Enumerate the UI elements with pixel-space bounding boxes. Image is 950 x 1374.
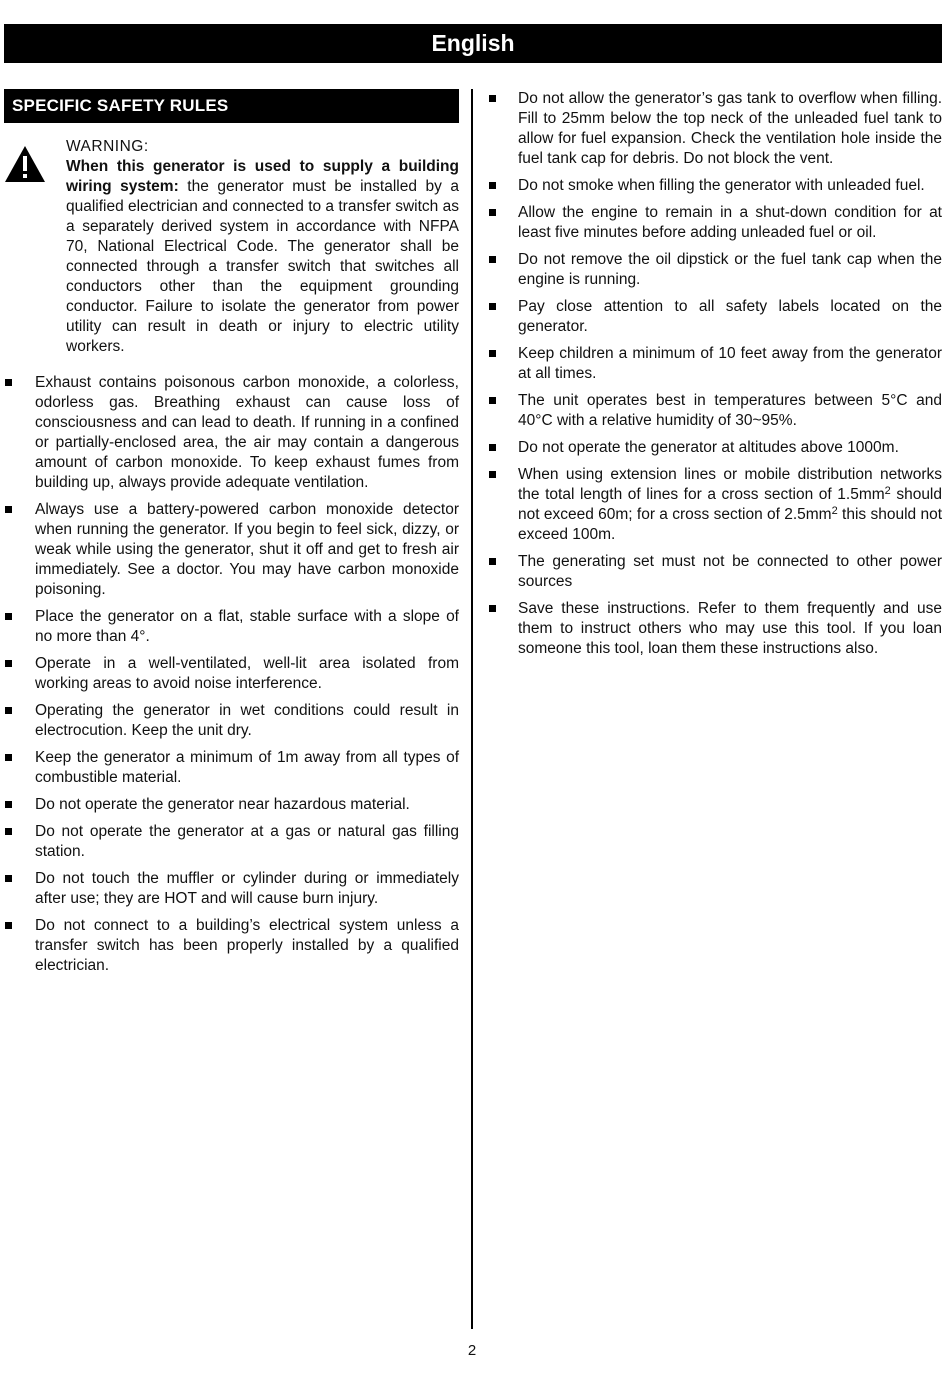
extension-text-2: should not exceed 60m; for a cross section of 2.5mm: [518, 486, 943, 523]
list-item: Do not operate the generator at altitudes above 1000m.: [488, 438, 942, 458]
list-item: Save these instructions. Refer to them frequently and use them to instruct others who may use this tool. If you loan someone this tool, loan them these instructions also.: [488, 599, 942, 659]
right-column: [488, 89, 942, 666]
language-label: English: [431, 30, 515, 56]
warning-title: WARNING:: [66, 138, 149, 155]
list-item: Do not operate the generator near hazardous material.: [4, 795, 459, 815]
warning-block: [4, 137, 459, 357]
extension-sup-1: 2: [884, 485, 891, 497]
list-item: Do not smoke when filling the generator with unleaded fuel.: [488, 176, 942, 196]
warning-triangle-icon: [4, 145, 46, 183]
language-header: [4, 24, 942, 63]
extension-text-1: When using extension lines or mobile distribution networks the total length of lines for a cross section of 1.5mm: [518, 466, 942, 503]
extension-text-3: this should not exceed 100m.: [518, 506, 943, 543]
section-title: SPECIFIC SAFETY RULES: [4, 89, 459, 123]
list-item: Pay close attention to all safety labels located on the generator.: [488, 297, 942, 337]
list-item: Operating the generator in wet conditions could result in electrocution. Keep the unit dry.: [4, 701, 459, 741]
list-item: Always use a battery-powered carbon monoxide detector when running the generator. If you begin to feel sick, dizzy, or weak while using the generator, shut it off and get to fresh air immediately. See a doctor. You may have carbon monoxide poisoning.: [4, 500, 459, 600]
warning-text: [66, 157, 459, 357]
list-item: Do not operate the generator at a gas or natural gas filling station.: [4, 822, 459, 862]
list-item: Do not remove the oil dipstick or the fuel tank cap when the engine is running.: [488, 250, 942, 290]
column-divider: [471, 89, 473, 1329]
warning-lead: When this generator is used to supply a building wiring system:: [66, 158, 459, 195]
list-item: Exhaust contains poisonous carbon monoxide, a colorless, odorless gas. Breathing exhaust can cause loss of consciousness and can lead to death. If running in a confined or partially-enclosed area, the air may contain a dangerous amount of carbon monoxide. To keep exhaust fumes from building up, always provide adequate ventilation.: [4, 373, 459, 493]
list-item: Do not connect to a building’s electrical system unless a transfer switch has been properly installed by a qualified electrician.: [4, 916, 459, 976]
list-item: Allow the engine to remain in a shut-down condition for at least five minutes before adding unleaded fuel or oil.: [488, 203, 942, 243]
list-item: Place the generator on a flat, stable surface with a slope of no more than 4°.: [4, 607, 459, 647]
list-item: The generating set must not be connected to other power sources: [488, 552, 942, 592]
left-rules-list: [4, 373, 459, 976]
list-item: Operate in a well-ventilated, well-lit area isolated from working areas to avoid noise interference.: [4, 654, 459, 694]
extension-sup-2: 2: [831, 505, 838, 517]
warning-body: the generator must be installed by a qualified electrician and connected to a transfer switch as a separately derived system in accordance with NFPA 70, National Electrical Code. The generator shall be connected through a transfer switch that switches all conductors other than the equipment grounding conductor. Failure to isolate the generator from power utility can result in death or injury to electric utility workers.: [66, 178, 459, 355]
list-item: Do not touch the muffler or cylinder during or immediately after use; they are HOT and will cause burn injury.: [4, 869, 459, 909]
list-item: Keep children a minimum of 10 feet away from the generator at all times.: [488, 344, 942, 384]
list-item: The unit operates best in temperatures between 5°C and 40°C with a relative humidity of 30~95%.: [488, 391, 942, 431]
list-item-extension-lines: [488, 465, 942, 545]
page-number: 2: [467, 1342, 477, 1359]
right-rules-list: [488, 89, 942, 659]
left-column: [4, 89, 459, 983]
list-item: Do not allow the generator’s gas tank to overflow when filling. Fill to 25mm below the top neck of the unleaded fuel tank to allow for fuel expansion. Check the ventilation hole inside the fuel tank cap for debris. Do not block the vent.: [488, 89, 942, 169]
list-item: Keep the generator a minimum of 1m away from all types of combustible material.: [4, 748, 459, 788]
